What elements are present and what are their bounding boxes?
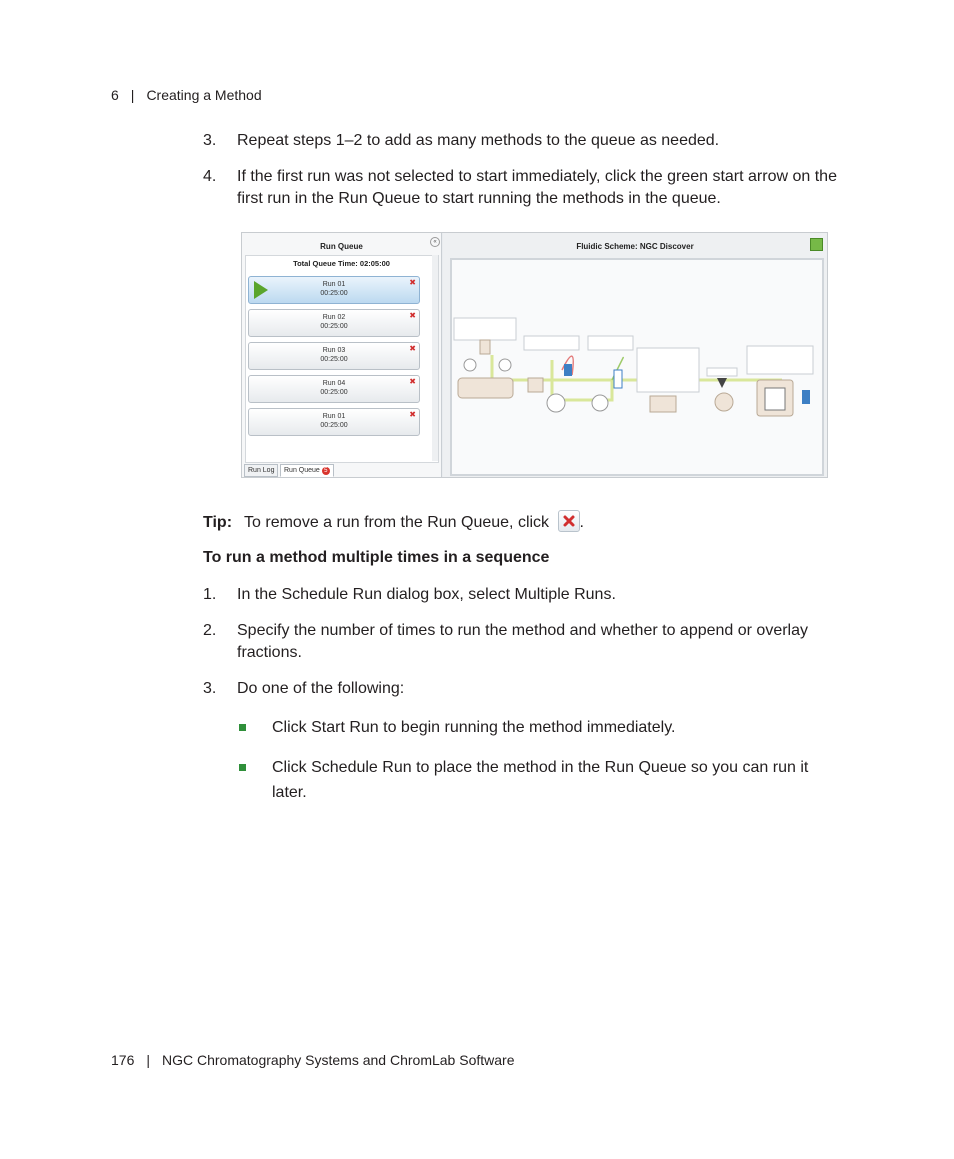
run-item[interactable]: [248, 375, 420, 403]
run-name: Run 01: [322, 413, 346, 420]
step-number: 4.: [203, 168, 217, 185]
fluidic-scheme-title: Fluidic Scheme: NGC Discover: [576, 242, 694, 251]
bullet-text: Click Start Run to begin running the method immediately.: [272, 719, 676, 736]
page-header: [111, 87, 262, 103]
run-time: 00:25:00: [320, 323, 348, 330]
run-name: Run 04: [322, 380, 346, 387]
footer-separator: |: [146, 1052, 150, 1068]
run-queue-screenshot: [241, 232, 828, 478]
bullet-square-icon: [239, 724, 246, 731]
bullet-item: [0, 715, 954, 741]
bullet-square-icon: [239, 764, 246, 771]
remove-run-icon[interactable]: ✖: [409, 278, 416, 287]
remove-run-icon[interactable]: ✖: [409, 311, 416, 320]
tab-run-queue[interactable]: [280, 464, 334, 477]
step-number: 3.: [203, 680, 217, 697]
run-name: Run 02: [322, 314, 346, 321]
run-time: 00:25:00: [320, 422, 348, 429]
section-heading: To run a method multiple times in a sequence: [203, 549, 550, 566]
tip-end: .: [579, 514, 584, 531]
remove-run-icon[interactable]: ✖: [409, 410, 416, 419]
step-number: 2.: [203, 622, 217, 639]
tip-label: Tip:: [203, 514, 233, 531]
step-number: 3.: [203, 132, 217, 149]
run-queue-title: Run Queue: [320, 242, 363, 251]
run-item[interactable]: [248, 309, 420, 337]
step-text: In the Schedule Run dialog box, select Multiple Runs.: [237, 586, 616, 603]
run-item[interactable]: [248, 276, 420, 304]
header-section-title: Creating a Method: [146, 87, 262, 103]
step-text: Do one of the following:: [237, 680, 405, 697]
run-name: Run 03: [322, 347, 346, 354]
footer-title: NGC Chromatography Systems and ChromLab Software: [162, 1052, 515, 1068]
remove-run-icon[interactable]: ✖: [409, 344, 416, 353]
collapse-icon[interactable]: «: [430, 237, 440, 247]
run-name: Run 01: [322, 281, 346, 288]
step-text: If the first run was not selected to start immediately, click the green start arrow on the first run in the Run Queue to start running the methods in the queue.: [237, 168, 837, 207]
header-page-number: 6: [111, 87, 119, 103]
run-item[interactable]: [248, 408, 420, 436]
edit-scheme-icon[interactable]: [810, 238, 823, 251]
run-item[interactable]: [248, 342, 420, 370]
bullet-text: Click Schedule Run to place the method in the Run Queue so you can run it later.: [272, 759, 809, 801]
header-separator: |: [130, 87, 135, 103]
tip-line: [203, 510, 584, 532]
fluidic-scheme-canvas: [450, 258, 824, 476]
step-text: Repeat steps 1–2 to add as many methods to the queue as needed.: [237, 132, 720, 149]
run-time: 00:25:00: [320, 356, 348, 363]
tab-label: Run Queue: [284, 467, 320, 474]
remove-run-icon: [558, 510, 580, 532]
run-queue-scrollbar[interactable]: [432, 255, 438, 461]
fluidic-scheme-panel: [443, 233, 827, 477]
tab-label: Run Log: [248, 467, 275, 474]
step-text: Specify the number of times to run the method and whether to append or overlay fractions.: [237, 622, 808, 661]
tab-run-log[interactable]: [244, 464, 278, 477]
step-number: 1.: [203, 586, 217, 603]
start-arrow-icon[interactable]: [254, 281, 268, 299]
queue-count-badge: 5: [322, 467, 330, 475]
run-time: 00:25:00: [320, 290, 348, 297]
fluidic-diagram: [452, 260, 822, 474]
footer-page-number: 176: [111, 1052, 135, 1068]
page-footer: [111, 1052, 514, 1068]
bullet-item: [0, 755, 954, 807]
run-queue-panel: [242, 233, 442, 477]
remove-run-icon[interactable]: ✖: [409, 377, 416, 386]
run-time: 00:25:00: [320, 389, 348, 396]
total-queue-time: Total Queue Time: 02:05:00: [293, 259, 390, 268]
tip-text: To remove a run from the Run Queue, click: [244, 514, 550, 531]
